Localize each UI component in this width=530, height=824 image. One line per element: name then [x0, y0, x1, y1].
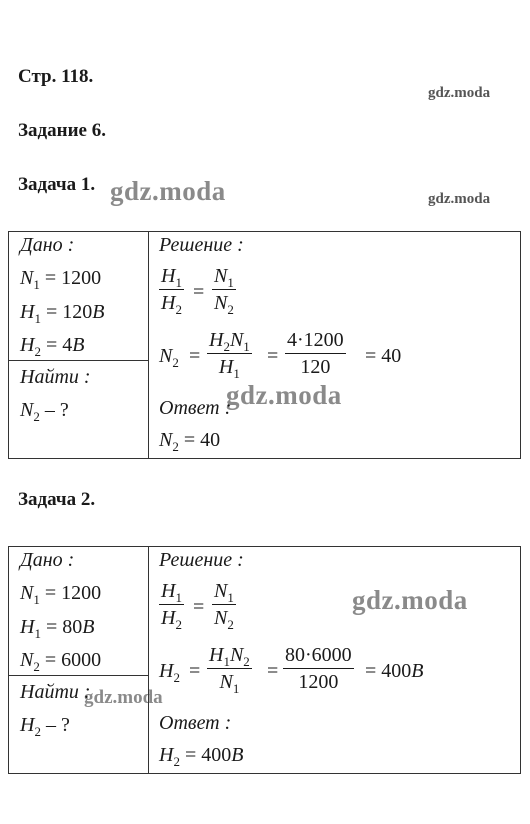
numeric-fraction: $\frac{4\cdot 1200}{120}$ — [287, 329, 344, 378]
answer-label: Ответ : — [159, 712, 232, 734]
watermark: gdz.moda — [428, 191, 491, 207]
column-divider — [148, 232, 149, 458]
watermark: gdz.moda — [84, 687, 163, 708]
equals-sign: = — [193, 596, 205, 618]
calc-result: = 40 — [365, 345, 402, 367]
task1-title: Задача 1. — [18, 174, 96, 195]
ratio-fraction: $\frac{N_1}{N_2}$ — [214, 580, 234, 632]
find-label: Найти : — [20, 366, 91, 388]
given-line: $H_1 = 120B$ — [20, 301, 105, 326]
equals-sign: = — [267, 345, 279, 367]
given-line: $N_2 = 6000$ — [20, 649, 102, 674]
equals-sign: = — [193, 281, 205, 303]
given-line: $N_1 = 1200$ — [20, 582, 102, 607]
ratio-fraction: $\frac{H_1}{H_2}$ — [161, 580, 182, 632]
calc-lhs: $N_2$ — [159, 345, 179, 370]
watermark: gdz.moda — [226, 380, 342, 410]
ratio-fraction: $\frac{H_1}{H_2}$ — [161, 265, 182, 317]
find-label: Найти : — [20, 681, 91, 703]
task2-table — [8, 546, 521, 774]
numeric-fraction: $\frac{80\cdot 6000}{1200}$ — [285, 644, 352, 693]
solution-label: Решение : — [159, 234, 244, 256]
watermark: gdz.moda — [428, 85, 491, 101]
column-divider — [148, 547, 149, 773]
given-label: Дано : — [20, 549, 75, 571]
find-line: $N_2$ – ? — [20, 399, 69, 424]
row-divider — [9, 675, 148, 676]
watermark: gdz.moda — [110, 176, 226, 206]
given-line: $H_2 = 4B$ — [20, 334, 85, 359]
equals-sign: = — [267, 660, 279, 682]
find-line: $H_2$ – ? — [20, 714, 70, 739]
page-header: Стр. 118. — [18, 66, 94, 87]
equals-sign: = — [189, 345, 201, 367]
calc-result: = 400B — [365, 660, 424, 682]
ratio-fraction: $\frac{N_1}{N_2}$ — [214, 265, 234, 317]
given-label: Дано : — [20, 234, 75, 256]
calc-lhs: $H_2$ — [159, 660, 180, 685]
equals-sign: = — [189, 660, 201, 682]
task1-table — [8, 231, 521, 459]
row-divider — [9, 360, 148, 361]
given-line: $H_1 = 80B$ — [20, 616, 95, 641]
assignment-title: Задание 6. — [18, 120, 106, 141]
answer-line: $N_2 = 40$ — [159, 429, 221, 454]
task2-title: Задача 2. — [18, 489, 96, 510]
given-line: $N_1 = 1200$ — [20, 267, 102, 292]
answer-label: Ответ : — [159, 397, 232, 419]
answer-line: $H_2 = 400B$ — [159, 744, 244, 769]
formula-fraction: $\frac{H_1N_2}{N_1}$ — [209, 644, 250, 696]
solution-label: Решение : — [159, 549, 244, 571]
watermark: gdz.moda — [352, 585, 468, 615]
formula-fraction: $\frac{H_2N_1}{H_1}$ — [209, 329, 250, 381]
